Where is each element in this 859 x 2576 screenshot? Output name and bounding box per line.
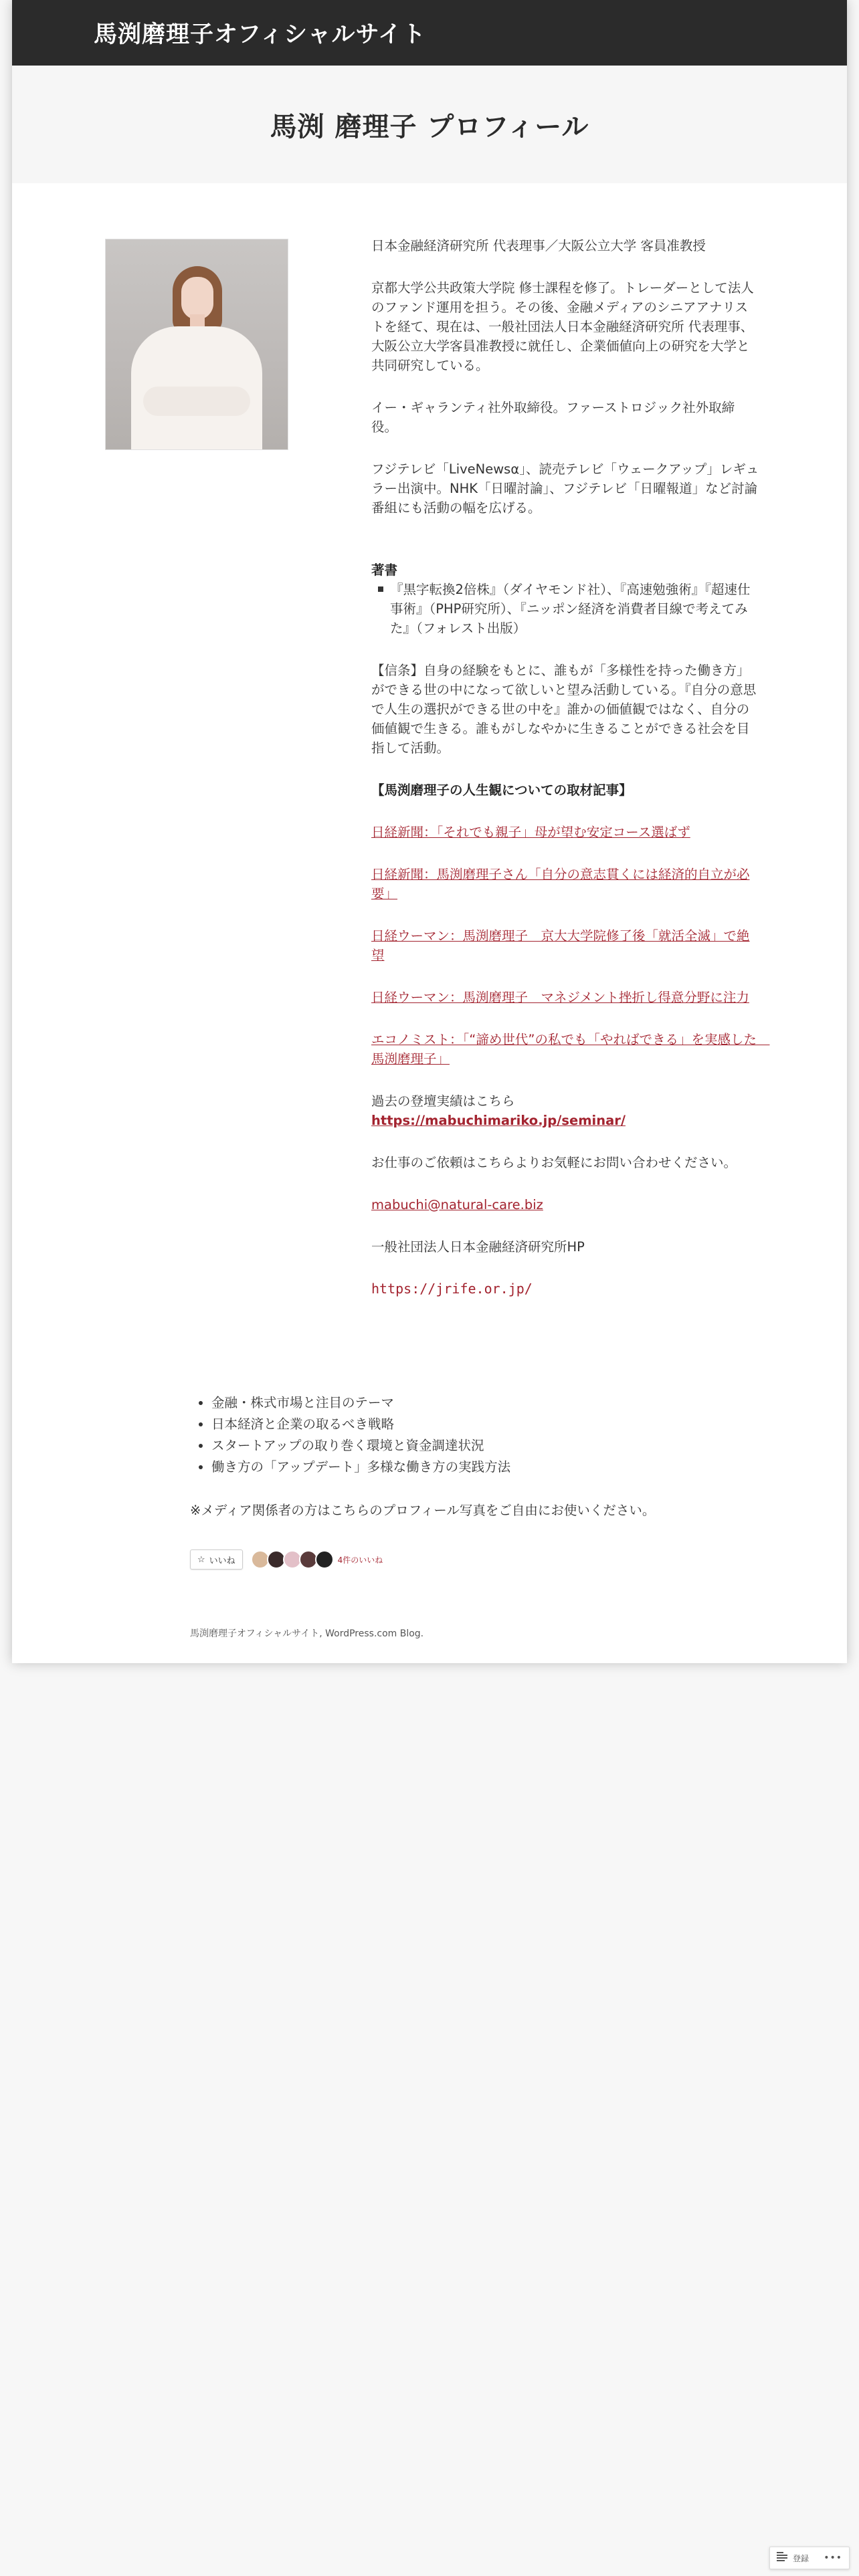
books-heading: 著書	[371, 562, 398, 578]
topic-item: • 日本経済と企業の取るべき戦略	[211, 1414, 747, 1435]
follow-label: 登録	[793, 2553, 809, 2563]
books-list	[371, 580, 761, 638]
page-title-banner	[12, 66, 847, 183]
like-widget	[190, 1549, 383, 1570]
profile-bio-1: 京都大学公共政策大学院 修士課程を修了。トレーダーとして法人のファンド運用を担う。その後、金融メディアのシニアアナリストを経て、現在は、一般社団法人日本金融経済研究所 代表理事、大阪公立大学客員准教授に就任し、企業価値向上の研究を大学と共同研究している。	[371, 280, 754, 373]
article-link-5[interactable]: エコノミスト：「“諦め世代”の私でも「やればできる」を実感した 馬渕磨理子」	[371, 1032, 770, 1067]
belief-text: 【信条】自身の経験をもとに、誰もが「多様性を持った働き方」ができる世の中になって欲しいと望み活動している。『自分の意思で人生の選択ができる世の中を』誰かの価値観ではなく、自分の価値観で生きる。誰もがしなやかに生きることができる社会を目指して活動。	[371, 663, 757, 756]
like-button-label: いいね	[209, 1555, 235, 1566]
contact-text: お仕事のご依頼はこちらよりお気軽にお問い合わせください。	[371, 1155, 737, 1170]
profile-bio-2: イー・ギャランティ社外取締役。ファーストロジック社外取締役。	[371, 400, 735, 435]
site-footer	[190, 1626, 423, 1640]
article-link-4[interactable]: 日経ウーマン：馬渕磨理子 マネジメント挫折し得意分野に注力	[371, 990, 749, 1005]
books-item: 『黒字転換2倍株』（ダイヤモンド社）、『高速勉強術』『超速仕事術』（PHP研究所）、『ニッポン経済を消費者目線で考えてみた』（フォレスト出版）	[378, 580, 761, 638]
page-container	[12, 0, 847, 1663]
photo-arms-shape	[143, 387, 250, 416]
avatar[interactable]	[315, 1550, 334, 1569]
follow-bar[interactable]	[769, 2547, 850, 2569]
org-text: 一般社団法人日本金融経済研究所HP	[371, 1239, 585, 1255]
articles-heading: 【馬渕磨理子の人生観についての取材記事】	[371, 782, 632, 798]
article-link-2[interactable]: 日経新聞：馬渕磨理子さん「自分の意志貫くには経済的自立が必要」	[371, 867, 750, 901]
footer-powered-link[interactable]: WordPress.com Blog.	[325, 1628, 424, 1639]
profile-bio-3: フジテレビ「LiveNewsα」、読売テレビ「ウェークアップ」レギュラー出演中。NHK「日曜討論」、フジテレビ「日曜報道」など討論番組にも活動の幅を広げる。	[371, 461, 759, 516]
media-note: ※メディア関係者の方はこちらのプロフィール写真をご自由にお使いください。	[190, 1503, 656, 1518]
seminar-link[interactable]: https://mabuchimariko.jp/seminar/	[371, 1113, 626, 1128]
like-count: 4件のいいね	[337, 1555, 383, 1565]
site-title-link[interactable]: 馬渕磨理子オフィシャルサイト	[94, 21, 427, 48]
article-link-1[interactable]: 日経新聞：「それでも親子」母が望む安定コース選ばず	[371, 825, 690, 840]
site-header	[12, 0, 847, 66]
article-link-3[interactable]: 日経ウーマン：馬渕磨理子 京大大学院修了後「就活全滅」で絶望	[371, 928, 750, 963]
more-options-icon[interactable]: •••	[824, 2553, 842, 2563]
star-icon: ☆	[197, 1554, 205, 1564]
email-link[interactable]: mabuchi@natural-care.biz	[371, 1197, 543, 1212]
profile-photo	[105, 239, 288, 450]
liker-avatars	[251, 1550, 334, 1569]
org-link[interactable]: https://jrife.or.jp/	[371, 1281, 533, 1297]
page-title: 馬渕 磨理子 プロフィール	[270, 111, 589, 142]
topic-item: • 金融・株式市場と注目のテーマ	[211, 1392, 747, 1414]
topic-item: • 働き方の「アップデート」多様な働き方の実践方法	[211, 1457, 747, 1478]
photo-face-shape	[181, 277, 213, 320]
seminar-text: 過去の登壇実績はこちら	[371, 1093, 515, 1109]
profile-content	[371, 236, 770, 1299]
topics-list	[190, 1392, 747, 1478]
footer-site-link[interactable]: 馬渕磨理子オフィシャルサイト	[190, 1628, 320, 1639]
reader-icon	[777, 2552, 787, 2564]
topic-item: • スタートアップの取り巻く環境と資金調達状況	[211, 1435, 747, 1457]
footer-separator: ,	[319, 1628, 322, 1639]
like-button[interactable]	[190, 1549, 243, 1570]
profile-role: 日本金融経済研究所 代表理事／大阪公立大学 客員准教授	[371, 238, 706, 253]
